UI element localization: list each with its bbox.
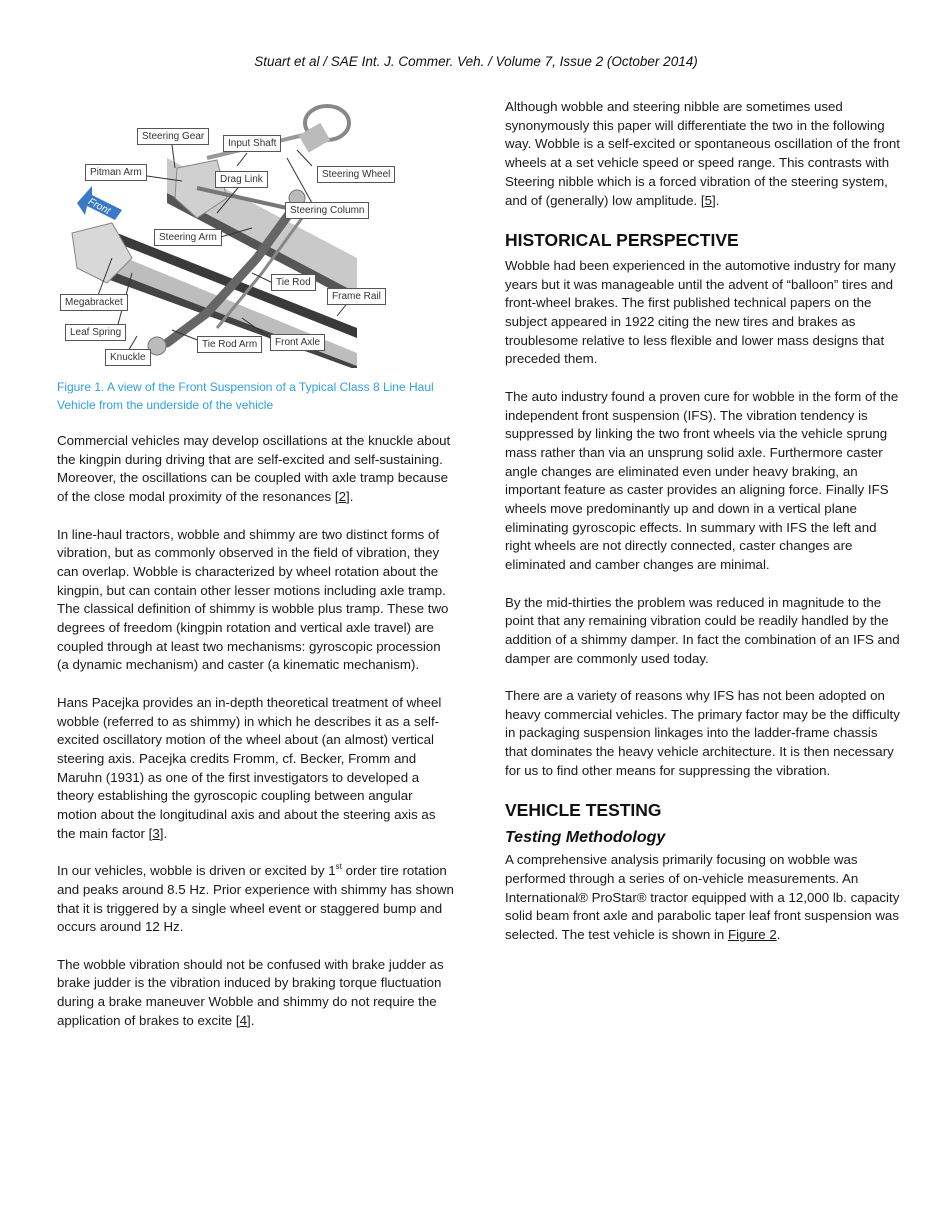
citation-link[interactable]: 2 [338,489,347,505]
callout-drag-link: Drag Link [215,171,268,188]
paragraph: Wobble had been experienced in the automotive industry for many years but it was manageable until the advent of “balloon” tires and front-wheel brakes. The first published technical papers on the subject appeared in 1922 citing the new tires and brakes as troublesome relative to less flexible and lower mass designs that preceded them. [505,257,896,367]
paragraph: There are a variety of reasons why IFS has not been adopted on heavy commercial vehicles. The primary factor may be the difficulty in packaging suspension linkages into the ladder-frame chassis that dominates the heavy vehicle architecture. It is then necessary for us to find other means for suppressing the vibration. [505,688,900,778]
callout-tie-rod-arm: Tie Rod Arm [197,336,262,353]
citation-link[interactable]: 5 [704,192,712,208]
callout-front-axle: Front Axle [270,334,325,351]
section-heading: HISTORICAL PERSPECTIVE [505,229,739,250]
callout-knuckle: Knuckle [105,349,151,366]
paragraph: A comprehensive analysis primarily focusing on wobble was performed through a series of on-vehicle measurements. An International® ProStar® tractor equipped with a 12,000 lb. capacity solid beam front axle and parabolic taper leaf front suspension was selected. The test vehicle is shown in Figure 2. [505,852,900,943]
figure-1 [57,98,391,368]
callout-frame-rail: Frame Rail [327,288,386,305]
paragraph: The wobble vibration should not be confused with brake judder as brake judder is the vibration induced by braking torque fluctuation during a brake maneuver Wobble and shimmy do not require the application of brakes to excite [4]. [57,956,444,1028]
callout-input-shaft: Input Shaft [223,135,281,152]
paragraph: In our vehicles, wobble is driven or excited by 1st order tire rotation and peaks around 8.5 Hz. Prior experience with shimmy has shown that it is triggered by a single wheel event or staggered bump and occurs around 12 Hz. [57,861,454,935]
figure-1-caption: Figure 1. A view of the Front Suspension of a Typical Class 8 Line Haul Vehicle from the underside of the vehicle [57,380,434,412]
paragraph: Hans Pacejka provides an in-depth theoretical treatment of wheel wobble (referred to as shimmy) in which he describes it as a self-excited oscillatory motion of the wheel about (an almost) vertical steering axis. Pacejka credits Fromm, cf. Becker, Fromm and Maruhn (1931) as one of the first investigators to developed a theory establishing the gyroscopic coupling between angular motion about the longitudinal axis and about the steering axis as the main factor [3]. [57,694,442,841]
front-label: Front [86,196,112,217]
right-column [505,98,903,963]
callout-steering-gear: Steering Gear [137,128,209,145]
running-head: Stuart et al / SAE Int. J. Commer. Veh. / Volume 7, Issue 2 (October 2014) [254,54,698,69]
paragraph: Commercial vehicles may develop oscillations at the knuckle about the kingpin during driving that are self-excited and self-sustaining. Moreover, the oscillations can be coupled with axle tramp because of the close modal proximity of the resonances [2]. [57,433,451,505]
citation-link[interactable]: 3 [152,825,160,841]
callout-megabracket: Megabracket [60,294,128,311]
callout-leaf-spring: Leaf Spring [65,324,126,341]
callout-pitman-arm: Pitman Arm [85,164,147,181]
paragraph: In line-haul tractors, wobble and shimmy are two distinct forms of vibration, but as commonly observed in the field of vibration, they can overlap. Wobble is characterized by wheel rotation about the kingpin, but can contain other lesser motions including axle tramp. The classical definition of shimmy is wobble plus tramp. These two degrees of freedom (kingpin rotation and vertical axle travel) are coupled through at least two mechanisms: gyroscopic procession (a dynamic mechanism) and caster (a kinematic mechanism). [57,526,449,673]
callout-steering-wheel: Steering Wheel [317,166,395,183]
paragraph: Although wobble and steering nibble are sometimes used synonymously this paper will differentiate the two in the following way. Wobble is a self-excited or spontaneous oscillation of the front wheels at a set vehicle speed or speed range. This contrasts with Steering nibble which is a forced vibration of the steering system, and of (generally) low amplitude. [5]. [505,99,900,208]
callout-steering-arm: Steering Arm [154,229,222,246]
figure-2-link[interactable]: Figure 2 [727,927,777,943]
citation-link[interactable]: 4 [239,1012,247,1028]
section-heading: VEHICLE TESTING [505,800,662,821]
subsection-heading: Testing Methodology [505,829,666,847]
callout-steering-column: Steering Column [285,202,369,219]
callout-tie-rod: Tie Rod [271,274,316,291]
left-column [57,98,455,1049]
paragraph: The auto industry found a proven cure for wobble in the form of the independent front suspension (IFS). The vibration tendency is suppressed by linking the two front wheels via the vehicle sprung mass rather than via an unsprung solid axle. Furthermore caster angle changes are eliminated even under heavy braking, an important feature as caster provides an aligning force. Finally IFS wheels move predominantly up and down in a vertical plane eliminating gyroscopic effects. In summary with IFS the left and right wheels are not directly connected, caster changes are eliminated and camber changes are minimal. [505,388,899,573]
paragraph: By the mid-thirties the problem was reduced in magnitude to the point that any remaining vibration could be readily handled by the addition of a shimmy damper. In fact the combination of an IFS and damper are commonly used today. [505,594,900,666]
